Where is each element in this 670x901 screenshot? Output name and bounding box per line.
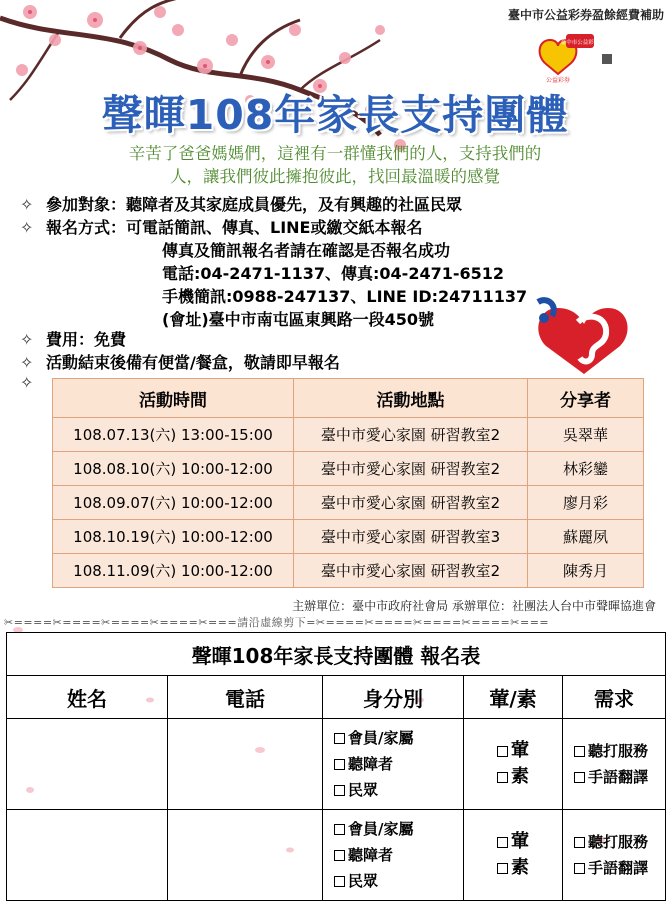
schedule-location: 臺中市愛心家園 研習教室3 (294, 520, 528, 554)
schedule-location: 臺中市愛心家園 研習教室2 (294, 418, 528, 452)
schedule-time: 108.07.13(六) 13:00-15:00 (53, 418, 294, 452)
ear-heart-logo (528, 292, 638, 376)
identity-option-member[interactable]: 會員/家屬 (334, 725, 462, 751)
checkbox-icon (334, 824, 345, 835)
checkbox-icon (497, 772, 508, 783)
info-target-text: 參加對象：聽障者及其家庭成員優先，及有興趣的社區民眾 (46, 195, 463, 214)
signup-detail-1: 傳真及簡訊報名者請在確認是否報名成功 (162, 241, 451, 260)
info-signup-text: 報名方式：可電話簡訊、傳真、LINE或繳交紙本報名 (46, 218, 423, 237)
table-row (53, 418, 644, 452)
sparkle-icon: ✧ (20, 218, 34, 237)
schedule-time: 108.09.07(六) 10:00-12:00 (53, 486, 294, 520)
info-meal-text: 活動結束後備有便當/餐盒，敬請即早報名 (46, 353, 340, 372)
sparkle-icon: ✧ (20, 353, 34, 372)
identity-option-hearing-impaired[interactable]: 聽障者 (334, 842, 462, 868)
info-fee-text: 費用：免費 (46, 330, 127, 349)
signup-detail-address: (會址)臺中市南屯區東興路一段450號 (162, 310, 435, 329)
schedule-time: 108.08.10(六) 10:00-12:00 (53, 452, 294, 486)
sparkle-icon: ✧ (20, 330, 34, 349)
signup-detail-phone-fax: 電話:04-2471-1137、傳真:04-2471-6512 (162, 264, 505, 283)
diet-option-meat[interactable]: 葷 (465, 829, 561, 855)
checkbox-icon (574, 837, 585, 848)
checkbox-icon (497, 837, 508, 848)
schedule-header-time: 活動時間 (53, 379, 294, 418)
identity-option-member[interactable]: 會員/家屬 (334, 816, 462, 842)
organizer-note: 主辦單位：臺中市政府社會局 承辦單位：社團法人台中市聲暉協進會 (292, 599, 656, 613)
info-signup (20, 215, 422, 238)
need-option-sign-language[interactable]: 手語翻譯 (574, 764, 664, 790)
checkbox-icon (497, 863, 508, 874)
schedule-header-speaker: 分享者 (528, 379, 644, 418)
info-empty-bullet (20, 373, 46, 392)
schedule-speaker: 陳秀月 (528, 554, 644, 588)
checkbox-icon (334, 850, 345, 861)
info-meal (20, 350, 340, 373)
diet-option-meat[interactable]: 葷 (465, 738, 561, 764)
schedule-speaker: 林彩鑾 (528, 452, 644, 486)
form-header-name: 姓名 (7, 676, 168, 719)
phone-field[interactable] (168, 810, 323, 901)
schedule-header-row (53, 379, 644, 418)
schedule-location: 臺中市愛心家園 研習教室2 (294, 452, 528, 486)
checkbox-icon (574, 863, 585, 874)
cut-line: ✂====✂====✂====✂====✂===請沿虛線剪下=✂====✂====✂====✂====✂=== (4, 616, 550, 629)
form-header-phone: 電話 (168, 676, 323, 719)
diet-option-vegetarian[interactable]: 素 (465, 764, 561, 790)
sponsor-note: 臺中市公益彩券盈餘經費補助 (507, 8, 664, 22)
checkbox-icon (574, 772, 585, 783)
lottery-logo (536, 30, 622, 84)
form-header-diet: 葷/素 (464, 676, 563, 719)
tagline-line-1: 辛苦了爸爸媽媽們，這裡有一群懂我們的人，支持我們的 (128, 144, 542, 163)
name-field[interactable] (7, 810, 168, 901)
need-option-sign-language[interactable]: 手語翻譯 (574, 855, 664, 881)
tagline-line-2: 人，讓我們彼此擁抱彼此，找回最溫暖的感覺 (170, 167, 500, 186)
schedule-location: 臺中市愛心家園 研習教室2 (294, 554, 528, 588)
checkbox-icon (574, 746, 585, 757)
form-title: 聲暉108年家長支持團體 報名表 (7, 633, 666, 676)
table-row (53, 486, 644, 520)
schedule-time: 108.10.19(六) 10:00-12:00 (53, 520, 294, 554)
need-option-captioning[interactable]: 聽打服務 (574, 829, 664, 855)
schedule-table (52, 378, 644, 588)
form-entry-row (7, 719, 666, 810)
checkbox-icon (497, 746, 508, 757)
schedule-speaker: 廖月彩 (528, 486, 644, 520)
identity-option-public[interactable]: 民眾 (334, 868, 462, 894)
form-header-needs: 需求 (563, 676, 666, 719)
checkbox-icon (334, 876, 345, 887)
logo-badge-text: 臺中市公益彩券 (560, 40, 600, 46)
info-fee (20, 327, 126, 350)
checkbox-icon (334, 759, 345, 770)
signup-detail-mobile-line: 手機簡訊:0988-247137、LINE ID:24711137 (162, 287, 528, 306)
diet-option-vegetarian[interactable]: 素 (465, 855, 561, 881)
schedule-time: 108.11.09(六) 10:00-12:00 (53, 554, 294, 588)
table-row (53, 452, 644, 486)
table-row (53, 520, 644, 554)
form-entry-row (7, 810, 666, 901)
info-target (20, 192, 462, 215)
sparkle-icon: ✧ (20, 373, 34, 392)
checkbox-icon (334, 785, 345, 796)
checkbox-icon (334, 733, 345, 744)
name-field[interactable] (7, 719, 168, 810)
need-option-captioning[interactable]: 聽打服務 (574, 738, 664, 764)
table-row (53, 554, 644, 588)
logo-caption: 公益彩券 (545, 77, 571, 84)
identity-option-hearing-impaired[interactable]: 聽障者 (334, 751, 462, 777)
page-title: 聲暉108年家長支持團體 (101, 91, 569, 139)
form-header-row (7, 676, 666, 719)
schedule-speaker: 蘇麗夙 (528, 520, 644, 554)
schedule-header-location: 活動地點 (294, 379, 528, 418)
registration-form (6, 632, 666, 901)
schedule-location: 臺中市愛心家園 研習教室2 (294, 486, 528, 520)
sparkle-icon: ✧ (20, 195, 34, 214)
schedule-speaker: 吳翠華 (528, 418, 644, 452)
identity-option-public[interactable]: 民眾 (334, 777, 462, 803)
form-header-identity: 身分別 (323, 676, 464, 719)
phone-field[interactable] (168, 719, 323, 810)
